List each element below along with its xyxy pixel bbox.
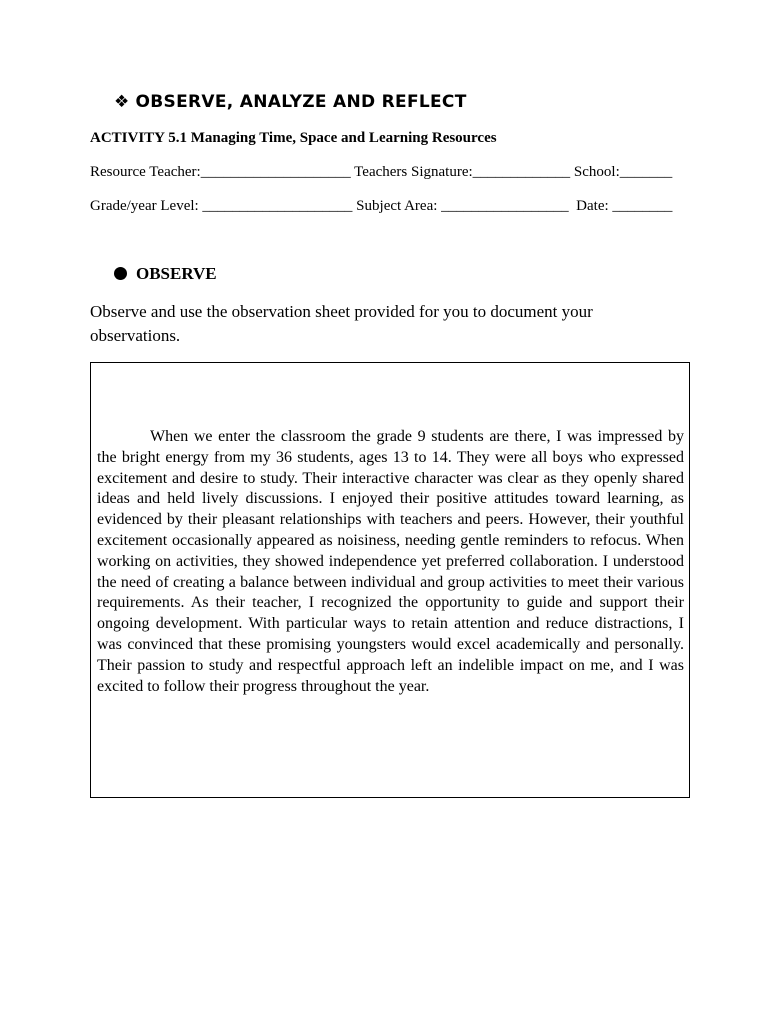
activity-title: ACTIVITY 5.1 Managing Time, Space and Learning Resources <box>90 130 497 146</box>
form-row-grade-subject-date: Grade/year Level: ____________________ Subject Area: _________________ Date: ________ <box>90 198 673 214</box>
section-heading <box>114 92 467 112</box>
observe-instructions: Observe and use the observation sheet provided for you to document your observations. <box>90 302 593 345</box>
section-heading-text: OBSERVE, ANALYZE AND REFLECT <box>135 92 467 112</box>
observe-heading <box>114 264 217 284</box>
form-row-teacher-signature-school: Resource Teacher:____________________ Teachers Signature:_____________ School:_______ <box>90 164 673 180</box>
bullet-dot-icon <box>114 267 127 280</box>
observation-sheet-box <box>90 362 690 798</box>
diamond-bullet-icon: ❖ <box>114 92 130 112</box>
observe-heading-text: OBSERVE <box>136 264 217 283</box>
observation-text: When we enter the classroom the grade 9 students are there, I was impressed by the bright energy from my 36 students, ages 13 to 14. They were all boys who expressed excitement and desire to study. Their interactive character was clear as they openly shared ideas and held lively discussions. I enjoyed their positive attitudes toward learning, as evidenced by their pleasant relationships with teachers and peers. However, their youthful excitement occasionally appeared as noisiness, needing gentle reminders to refocus. When working on activities, they showed independence yet preferred collaboration. I understood the need of creating a balance between individual and group activities to meet their various requirements. As their teacher, I recognized the opportunity to guide and support their ongoing development. With particular ways to retain attention and reduce distractions, I was convinced that these promising youngsters would excel academically and personally. Their passion to study and respectful approach left an indelible impact on me, and I was excited to follow their progress throughout the year. <box>97 428 684 695</box>
